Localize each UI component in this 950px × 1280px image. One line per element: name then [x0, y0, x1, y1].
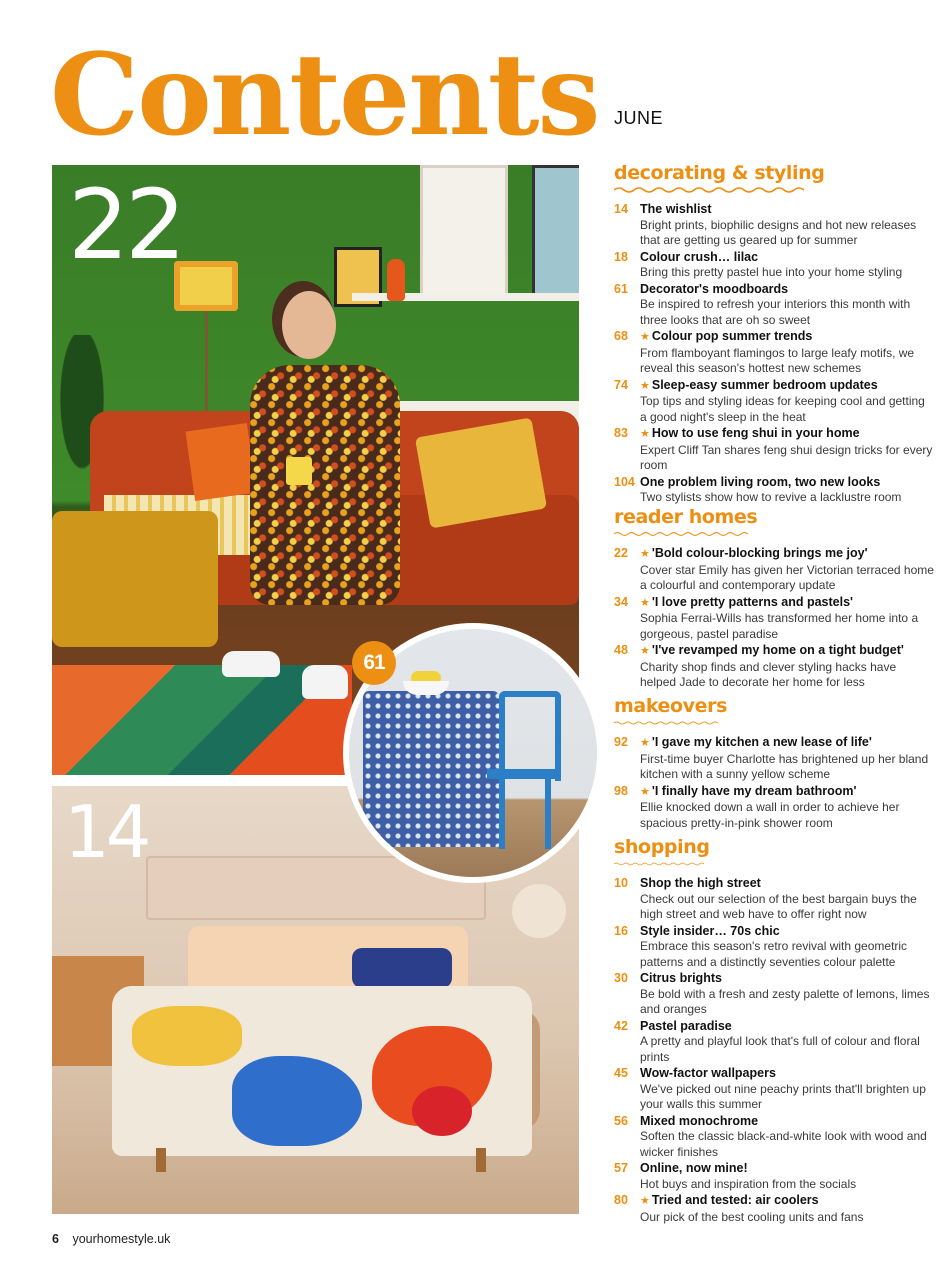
entry-page-number: 42	[614, 1018, 628, 1033]
entry-title: Tried and tested: air coolers	[651, 1193, 819, 1207]
entry-text	[640, 1114, 934, 1161]
duvet-pattern-shape	[132, 1006, 242, 1066]
blue-chair-seat	[487, 769, 557, 779]
contents-entry[interactable]	[614, 1019, 934, 1066]
entry-page-number: 45	[614, 1066, 628, 1080]
star-icon: ★	[640, 596, 650, 609]
entry-page-number: 34	[614, 594, 628, 609]
entry-text	[640, 971, 934, 1018]
entry-description: Expert Cliff Tan shares feng shui design tricks for every room	[640, 442, 933, 472]
duvet-pattern-shape	[232, 1056, 362, 1146]
wall-art-print	[532, 165, 579, 301]
star-icon: ★	[640, 645, 650, 657]
section-makeovers	[614, 693, 934, 832]
star-icon: ★	[640, 428, 650, 440]
entry-page-number: 74	[614, 377, 628, 392]
entry-description: Charity shop finds and clever styling hacks have helped Jade to decorate her home for less	[640, 659, 897, 689]
contents-entry[interactable]	[614, 735, 934, 783]
contents-entry[interactable]	[614, 1066, 934, 1113]
entry-page-number: 57	[614, 1161, 628, 1175]
entry-description: Embrace this season's retro revival with geometric patterns and a distinctly seventies colour palette	[640, 939, 908, 969]
entry-list	[614, 735, 934, 831]
entry-page-number: 30	[614, 971, 628, 985]
entry-text	[640, 1193, 934, 1225]
duvet-pattern-shape	[412, 1086, 472, 1136]
entry-text	[640, 378, 934, 426]
entry-title: Colour crush… lilac	[640, 249, 759, 264]
entry-text	[640, 784, 934, 832]
floor-lamp-shade	[174, 261, 238, 311]
entry-page-number: 22	[614, 546, 628, 560]
entry-text	[640, 924, 934, 971]
squiggle-underline	[614, 530, 748, 538]
entry-text	[640, 876, 934, 923]
contents-entry[interactable]	[614, 202, 934, 249]
entry-title: 'I love pretty patterns and pastels'	[651, 594, 854, 609]
contents-entry[interactable]	[614, 475, 934, 506]
entry-description: Cover star Emily has given her Victorian terraced home a colourful and contemporary update	[640, 562, 934, 592]
photo-page-number: 14	[64, 790, 148, 874]
entry-description: We've picked out nine peachy prints that'll brighten up your walls this summer	[640, 1081, 926, 1111]
entry-text	[640, 475, 934, 506]
contents-entry[interactable]	[614, 250, 934, 281]
contents-entry[interactable]	[614, 282, 934, 329]
star-icon: ★	[640, 548, 650, 560]
entry-text	[640, 595, 934, 643]
star-icon: ★	[640, 379, 650, 392]
entry-page-number: 48	[614, 643, 628, 657]
entry-description: Sophia Ferrai-Wills has transformed her home into a gorgeous, pastel paradise	[640, 611, 919, 641]
page-footer	[52, 1232, 170, 1246]
woman-head	[282, 291, 336, 359]
entry-page-number: 80	[614, 1193, 628, 1207]
entry-title: 'I've revamped my home on a tight budget'	[651, 643, 904, 657]
photo-page-number: 22	[68, 169, 183, 281]
white-trainer	[222, 651, 280, 677]
contents-entry[interactable]	[614, 1193, 934, 1225]
page-title: Contents	[50, 30, 599, 161]
entry-text	[640, 735, 934, 783]
contents-entry[interactable]	[614, 643, 934, 691]
entry-title: Wow-factor wallpapers	[640, 1066, 776, 1080]
section-decorating-styling	[614, 160, 934, 507]
contents-entry[interactable]	[614, 1114, 934, 1161]
entry-description: Be bold with a fresh and zesty palette of lemons, limes and oranges	[640, 986, 930, 1016]
entry-title: Style insider… 70s chic	[640, 923, 780, 938]
bed-leg	[476, 1148, 486, 1172]
contents-entry[interactable]	[614, 971, 934, 1018]
entry-description: Two stylists show how to revive a lacklustre room	[640, 490, 902, 504]
entry-title: The wishlist	[640, 202, 712, 216]
entry-description: First-time buyer Charlotte has brightened up her bland kitchen with a sunny yellow scheme	[640, 751, 929, 781]
entry-list	[614, 876, 934, 1225]
entry-description: Our pick of the best cooling units and fans	[640, 1209, 864, 1224]
entry-text	[640, 329, 934, 377]
section-heading: reader homes	[614, 506, 758, 528]
entry-text	[640, 643, 934, 691]
footer-page-number: 6	[52, 1232, 59, 1246]
star-icon: ★	[640, 785, 650, 798]
entry-page-number: 14	[614, 202, 628, 216]
bed-leg	[156, 1148, 166, 1172]
blue-chair-leg	[545, 779, 551, 849]
contents-entry[interactable]	[614, 876, 934, 923]
entry-text	[640, 202, 934, 249]
entry-title: 'I finally have my dream bathroom'	[651, 783, 857, 798]
entry-description: Bright prints, biophilic designs and hot new releases that are getting us geared up for summer	[640, 217, 917, 247]
fruit-bowl	[403, 681, 449, 695]
entry-description: Check out our selection of the best bargain buys the high street and web have to offer right now	[640, 891, 917, 921]
pendant-light	[512, 884, 566, 938]
squiggle-underline	[614, 860, 704, 868]
blue-tablecloth	[363, 691, 499, 847]
contents-entry[interactable]	[614, 546, 934, 594]
section-shopping	[614, 834, 934, 1226]
entry-page-number: 16	[614, 923, 628, 938]
entry-description: Hot buys and inspiration from the socials	[640, 1176, 857, 1191]
contents-entry[interactable]	[614, 595, 934, 643]
patterned-duvet	[112, 986, 532, 1156]
entry-list	[614, 546, 934, 691]
contents-entry[interactable]	[614, 329, 934, 377]
blue-chair-back	[499, 691, 561, 781]
star-icon: ★	[640, 1195, 650, 1207]
entry-page-number: 56	[614, 1113, 628, 1128]
entry-title: 'Bold colour-blocking brings me joy'	[651, 546, 868, 560]
woman-floral-dress	[250, 365, 400, 605]
section-heading: shopping	[614, 836, 710, 858]
entry-title: Online, now mine!	[640, 1161, 748, 1175]
entry-description: Bring this pretty pastel hue into your home styling	[640, 265, 903, 279]
entry-title: 'I gave my kitchen a new lease of life'	[651, 735, 872, 749]
page-badge: 61	[352, 641, 396, 685]
entry-title: Sleep-easy summer bedroom updates	[651, 377, 878, 392]
entry-title: Colour pop summer trends	[651, 329, 813, 343]
section-heading: decorating & styling	[614, 162, 825, 184]
entry-text	[640, 546, 934, 594]
squiggle-underline	[614, 186, 804, 194]
cushion	[185, 423, 256, 501]
entry-page-number: 104	[614, 474, 635, 489]
section-heading: makeovers	[614, 695, 728, 717]
wall-art-print	[420, 165, 508, 301]
entry-description: From flamboyant flamingos to large leafy motifs, we reveal this season's hottest new schemes	[640, 345, 915, 375]
entry-title: Decorator's moodboards	[640, 281, 789, 296]
entry-list	[614, 202, 934, 506]
contents-entry[interactable]	[614, 924, 934, 971]
entry-text	[640, 250, 934, 281]
contents-entry[interactable]	[614, 1161, 934, 1192]
entry-page-number: 61	[614, 281, 628, 296]
white-trainer	[302, 665, 348, 699]
entry-title: Mixed monochrome	[640, 1113, 759, 1128]
mustard-ottoman	[52, 511, 218, 647]
entry-page-number: 92	[614, 735, 628, 749]
entry-text	[640, 282, 934, 329]
section-reader-homes	[614, 504, 934, 692]
entry-description: Be inspired to refresh your interiors this month with three looks that are oh so sweet	[640, 297, 911, 327]
entry-text	[640, 1161, 934, 1192]
entry-page-number: 18	[614, 249, 628, 264]
star-icon: ★	[640, 331, 650, 343]
issue-month: JUNE	[614, 108, 664, 128]
entry-description: A pretty and playful look that's full of colour and floral prints	[640, 1034, 920, 1064]
entry-title: Shop the high street	[640, 876, 761, 890]
entry-title: Citrus brights	[640, 971, 722, 985]
entry-description: Top tips and styling ideas for keeping cool and getting a good night's sleep in the heat	[640, 394, 925, 424]
orange-vase	[387, 259, 405, 301]
navy-pillow	[352, 948, 452, 988]
entry-description: Ellie knocked down a wall in order to achieve her spacious pretty-in-pink shower room	[640, 800, 900, 830]
yellow-mug	[286, 457, 312, 485]
entry-text	[640, 1019, 934, 1066]
contents-entry[interactable]	[614, 426, 934, 474]
entry-title: One problem living room, two new looks	[640, 474, 881, 489]
entry-page-number: 83	[614, 426, 628, 440]
entry-text	[640, 426, 934, 474]
entry-description: Soften the classic black-and-white look with wood and wicker finishes	[640, 1129, 927, 1159]
entry-text	[640, 1066, 934, 1113]
footer-website[interactable]: yourhomestyle.uk	[72, 1232, 171, 1246]
contents-entry[interactable]	[614, 378, 934, 426]
entry-title: Pastel paradise	[640, 1018, 732, 1033]
contents-entry[interactable]	[614, 784, 934, 832]
entry-page-number: 68	[614, 329, 628, 343]
star-icon: ★	[640, 737, 650, 749]
entry-title: How to use feng shui in your home	[651, 426, 860, 440]
entry-page-number: 98	[614, 783, 628, 798]
blue-chair-leg	[499, 779, 505, 849]
entry-page-number: 10	[614, 876, 628, 890]
squiggle-underline	[614, 719, 718, 727]
